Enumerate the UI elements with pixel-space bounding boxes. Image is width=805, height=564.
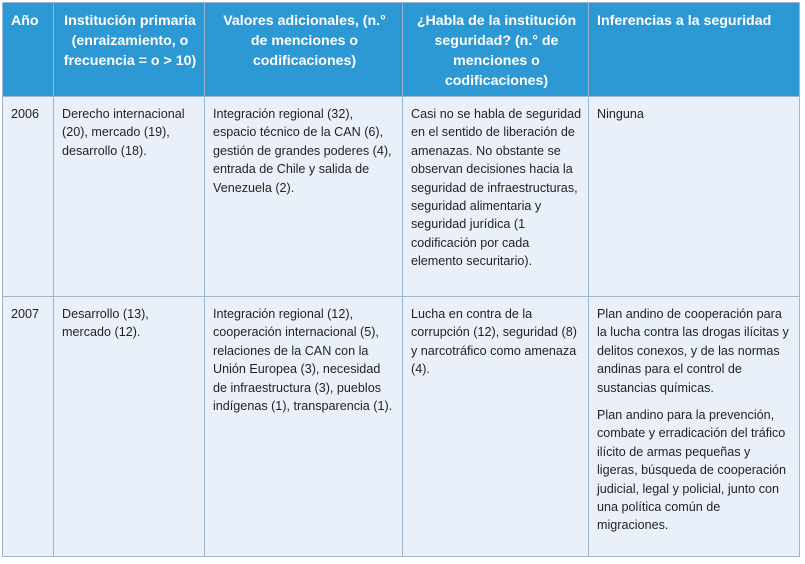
cell-inferencias [589, 97, 800, 297]
data-table [2, 2, 800, 557]
cell-year: 2007 [3, 297, 54, 557]
cell-seguridad: Casi no se habla de seguridad en el sentido de liberación de amenazas. No obstante se observan decisiones hacia la seguridad de infraestructuras, seguridad alimentaria y seguridad jurídica (1 codificación por cada elemento securitario). [403, 97, 589, 297]
inferencia-paragraph: Plan andino para la prevención, combate y erradicación del tráfico ilícito de armas pequeñas y ligeras, búsqueda de cooperación judicial, legal y policial, junto con una política común de migraciones. [597, 408, 787, 533]
cell-inferencias [589, 297, 800, 557]
header-valores: Valores adicionales, (n.° de menciones o codificaciones) [205, 3, 403, 97]
inferencia-paragraph: Ninguna [597, 107, 644, 121]
header-seguridad: ¿Habla de la institución seguridad? (n.° de menciones o codificaciones) [403, 3, 589, 97]
header-inferencias: Inferencias a la seguridad [589, 3, 800, 97]
table-row [3, 297, 800, 557]
cell-institucion: Desarrollo (13), mercado (12). [54, 297, 205, 557]
cell-valores: Integración regional (32), espacio técnico de la CAN (6), gestión de grandes poderes (4), entrada de Chile y salida de Venezuela (2). [205, 97, 403, 297]
header-institucion: Institución primaria (enraizamiento, o frecuencia = o > 10) [54, 3, 205, 97]
cell-valores: Integración regional (12), cooperación internacional (5), relaciones de la CAN con la Unión Europea (3), necesidad de infraestructura (3), pueblos indígenas (1), transparencia (1). [205, 297, 403, 557]
inferencia-paragraph: Plan andino de cooperación para la lucha contra las drogas ilícitas y delitos conexos, y de las normas andinas para el control de sustancias químicas. [597, 307, 789, 395]
cell-year: 2006 [3, 97, 54, 297]
header-year: Año [3, 3, 54, 97]
table-row [3, 97, 800, 297]
header-row [3, 3, 800, 97]
cell-institucion: Derecho internacional (20), mercado (19), desarrollo (18). [54, 97, 205, 297]
cell-seguridad: Lucha en contra de la corrupción (12), seguridad (8) y narcotráfico como amenaza (4). [403, 297, 589, 557]
